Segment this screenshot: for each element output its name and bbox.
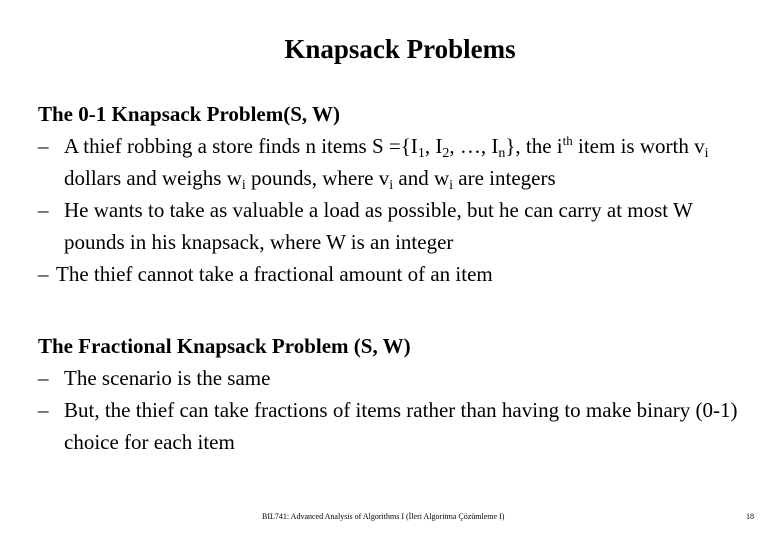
bullet-text: The scenario is the same [64,366,271,390]
bullet-same-scenario [38,362,738,394]
bullet-text: But, the thief can take fractions of items rather than having to make binary (0-1) choice for each item [64,398,738,454]
bullet-dash: – [38,134,49,158]
subscript: 1 [417,146,425,161]
text-run: and w [393,166,450,190]
bullet-thief-items [38,130,738,194]
text-run: pounds, where v [245,166,390,190]
section-heading: The Fractional Knapsack Problem (S, W) [38,334,411,358]
bullet-dash: – [38,398,49,422]
bullet-text [64,133,709,193]
text-run: A thief robbing a store finds n items S ={I [64,134,418,158]
text-run: are integers [453,166,556,190]
bullet-text: The thief cannot take a fractional amount of an item [56,262,493,286]
bullet-text: He wants to take as valuable a load as possible, but he can carry at most W pounds in his knapsack, where W is an integer [64,198,693,254]
bullet-dash: – [38,366,49,390]
text-run: dollars and weighs w [64,166,242,190]
bullet-fractions [38,394,740,458]
text-run: , I [424,134,443,158]
section-01-knapsack [38,98,738,290]
page-number: 18 [746,512,754,521]
bullet-dash: – [38,262,49,286]
subscript: i [449,178,454,193]
superscript: th [562,133,573,148]
text-run: item is worth v [572,134,705,158]
section-heading: The 0-1 Knapsack Problem(S, W) [38,102,340,126]
bullet-no-fraction [38,258,738,290]
bullet-dash: – [38,198,49,222]
section-fractional-knapsack [38,330,738,458]
slide-title: Knapsack Problems [284,34,516,64]
text-run: }, the i [505,134,563,158]
footer-course: BIL741: Advanced Analysis of Algorithms I (İleri Algoritma Çözümleme I) [262,512,505,521]
text-run: , …, I [449,134,499,158]
subscript: i [241,178,246,193]
subscript: i [389,178,394,193]
subscript: n [498,146,506,161]
subscript: i [704,146,709,161]
subscript: 2 [442,146,450,161]
bullet-valuable-load [38,194,736,258]
